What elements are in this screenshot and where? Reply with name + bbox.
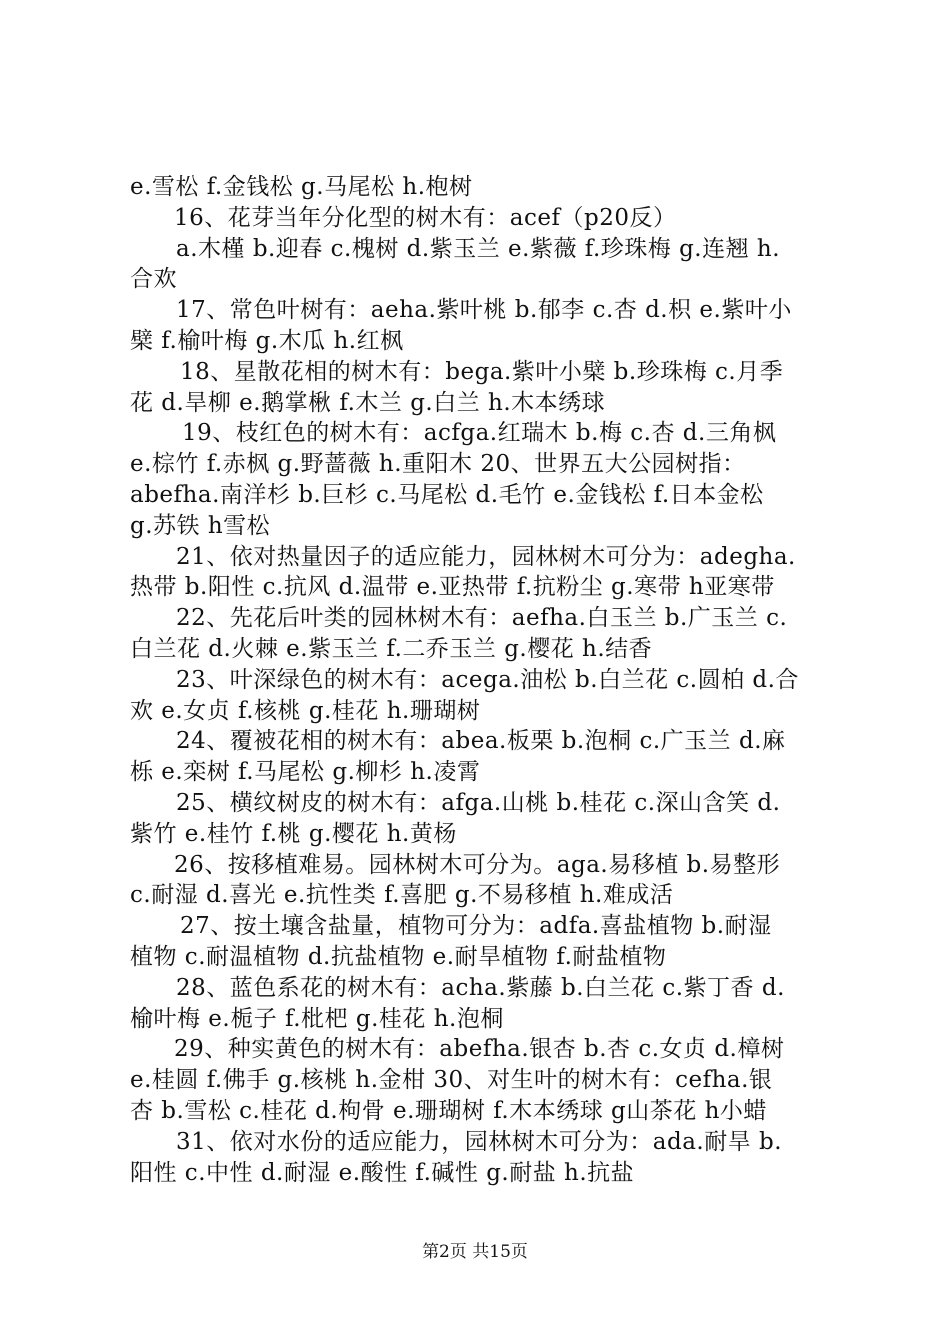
text-line: g.苏铁 h雪松: [130, 512, 271, 539]
text-line: 21、依对热量因子的适应能力，园林树木可分为：adegha.: [176, 543, 796, 570]
text-line: e.棕竹 f.赤枫 g.野蔷薇 h.重阳木 20、世界五大公园树指：: [130, 451, 746, 478]
text-line: 阳性 c.中性 d.耐湿 e.酸性 f.碱性 g.耐盐 h.抗盐: [130, 1159, 635, 1186]
text-line: 28、蓝色系花的树木有：acha.紫藤 b.白兰花 c.紫丁香 d.: [176, 974, 785, 1001]
text-line: 22、先花后叶类的园林树木有：aefha.白玉兰 b.广玉兰 c.: [176, 605, 788, 632]
text-line: 合欢: [130, 266, 177, 293]
text-line: 31、依对水份的适应能力，园林树木可分为：ada.耐旱 b.: [176, 1128, 783, 1155]
text-line: 18、星散花相的树木有：bega.紫叶小檗 b.珍珠梅 c.月季: [180, 358, 784, 385]
text-line: e.桂圆 f.佛手 g.核桃 h.金柑 30、对生叶的树木有：cefha.银: [130, 1067, 773, 1094]
text-line: 檗 f.榆叶梅 g.木瓜 h.红枫: [130, 327, 404, 354]
text-line: 栎 e.栾树 f.马尾松 g.柳杉 h.凌霄: [130, 759, 481, 786]
text-line: 25、横纹树皮的树木有：afga.山桃 b.桂花 c.深山含笑 d.: [176, 789, 781, 816]
text-line: 热带 b.阳性 c.抗风 d.温带 e.亚热带 f.抗粉尘 g.寒带 h亚寒带: [130, 574, 775, 601]
text-line: abefha.南洋杉 b.巨杉 c.马尾松 d.毛竹 e.金钱松 f.日本金松: [130, 481, 764, 508]
text-line: 23、叶深绿色的树木有：acega.油松 b.白兰花 c.圆柏 d.合: [176, 666, 799, 693]
page-footer: 第2页 共15页: [422, 1242, 528, 1262]
text-line: c.耐湿 d.喜光 e.抗性类 f.喜肥 g.不易移植 h.难成活: [130, 882, 674, 909]
text-line: 19、枝红色的树木有：acfga.红瑞木 b.梅 c.杏 d.三角枫: [182, 420, 777, 447]
text-line: 紫竹 e.桂竹 f.桃 g.樱花 h.黄杨: [130, 820, 457, 847]
text-line: 24、覆被花相的树木有：abea.板栗 b.泡桐 c.广玉兰 d.麻: [176, 728, 786, 755]
text-line: 白兰花 d.火棘 e.紫玉兰 f.二乔玉兰 g.樱花 h.结香: [130, 635, 653, 662]
text-line: 花 d.旱柳 e.鹅掌楸 f.木兰 g.白兰 h.木本绣球: [130, 389, 606, 416]
document-body: [130, 172, 830, 1188]
text-line: e.雪松 f.金钱松 g.马尾松 h.枹树: [130, 174, 473, 200]
text-line: a.木槿 b.迎春 c.槐树 d.紫玉兰 e.紫薇 f.珍珠梅 g.连翘 h.: [176, 235, 781, 262]
text-line: 29、种实黄色的树木有：abefha.银杏 b.杏 c.女贞 d.樟树: [174, 1036, 785, 1063]
text-line: 26、按移植难易。园林树木可分为。aga.易移植 b.易整形: [174, 851, 781, 878]
text-line: 17、常色叶树有：aeha.紫叶桃 b.郁李 c.杏 d.枳 e.紫叶小: [176, 297, 792, 324]
text-line: 27、按土壤含盐量，植物可分为：adfa.喜盐植物 b.耐湿: [180, 913, 772, 940]
text-line: 榆叶梅 e.栀子 f.枇杷 g.桂花 h.泡桐: [130, 1005, 504, 1032]
text-line: 欢 e.女贞 f.核桃 g.桂花 h.珊瑚树: [130, 697, 481, 724]
text-line: 杏 b.雪松 c.桂花 d.枸骨 e.珊瑚树 f.木本绣球 g山茶花 h小蜡: [130, 1097, 767, 1124]
text-line: 16、花芽当年分化型的树木有：acef（p20反）: [174, 204, 677, 231]
text-line: 植物 c.耐温植物 d.抗盐植物 e.耐旱植物 f.耐盐植物: [130, 943, 667, 970]
